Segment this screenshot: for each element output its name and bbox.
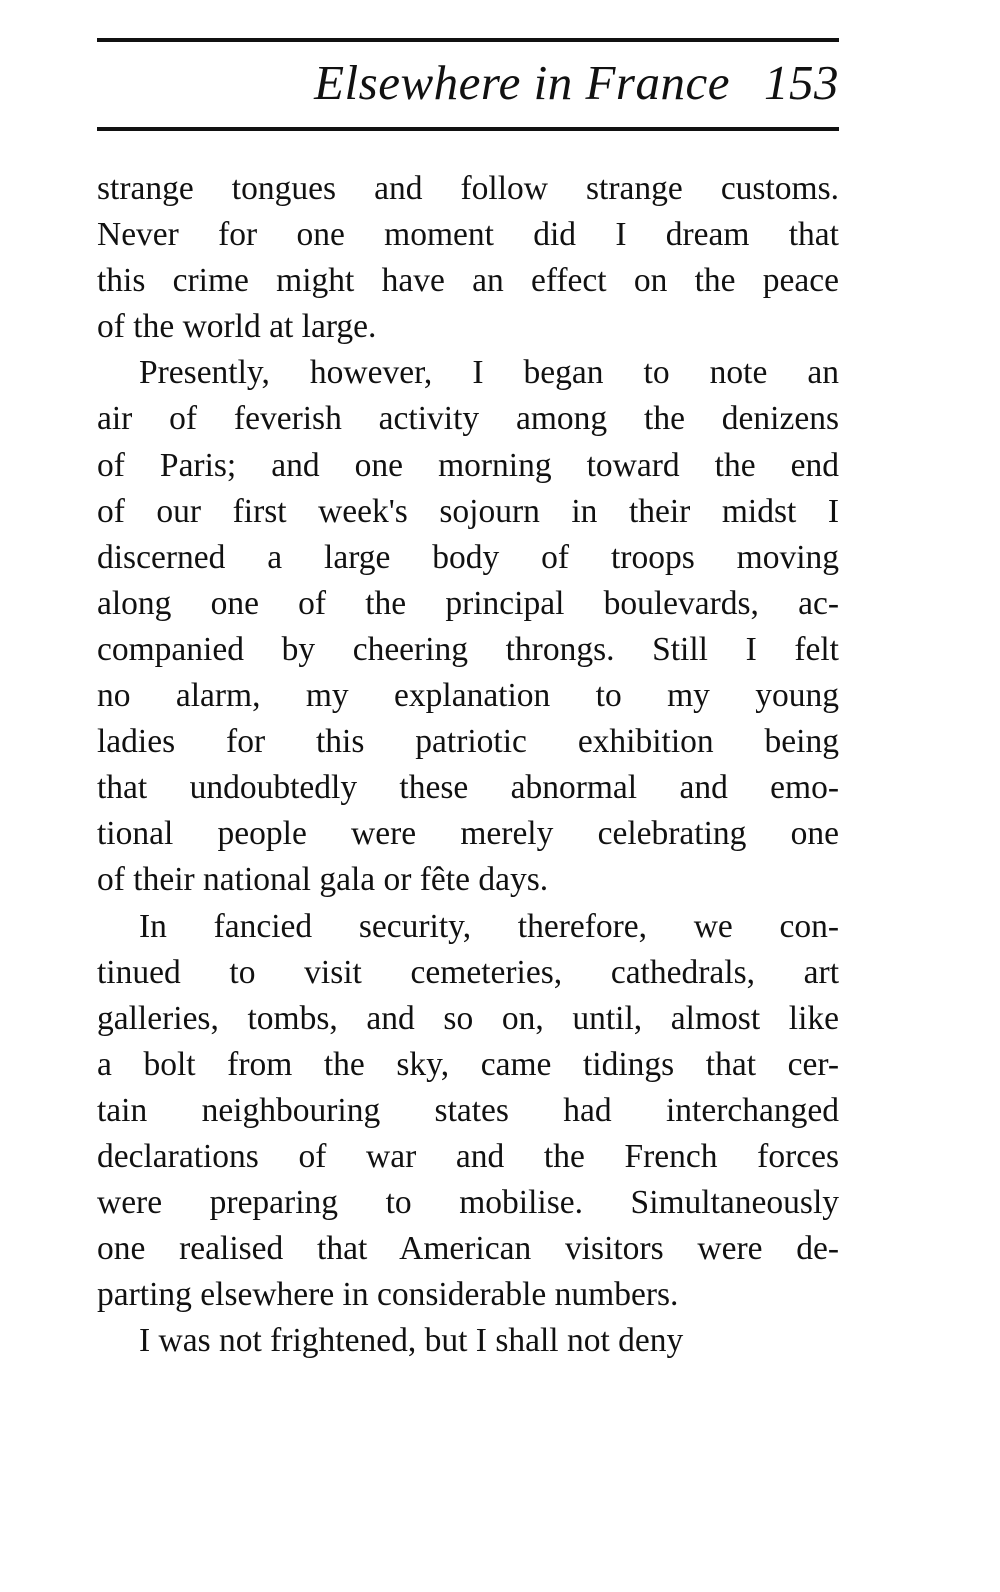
text-line: tain neighbouring states had interchanged — [97, 1091, 839, 1129]
body-text — [97, 166, 839, 1364]
text-line: that undoubtedly these abnormal and emo- — [97, 769, 839, 807]
text-line: Never for one moment did I dream that — [97, 216, 839, 254]
paragraph — [97, 1318, 839, 1364]
text-line: of their national gala or fête days. — [97, 861, 549, 899]
text-line: discerned a large body of troops moving — [97, 538, 839, 576]
paragraph — [97, 166, 839, 350]
text-line: parting elsewhere in considerable numbers. — [97, 1276, 679, 1314]
text-line: ladies for this patriotic exhibition being — [97, 723, 839, 761]
header-top-rule — [97, 38, 839, 42]
paragraph — [97, 904, 839, 1319]
running-head — [97, 54, 839, 114]
text-line: I was not frightened, but I shall not deny — [139, 1322, 684, 1360]
text-line: galleries, tombs, and so on, until, almost like — [97, 999, 839, 1037]
text-line: were preparing to mobilise. Simultaneously — [97, 1184, 839, 1222]
text-line: declarations of war and the French forces — [97, 1137, 839, 1175]
text-line: this crime might have an effect on the peace — [97, 262, 839, 300]
text-line: In fancied security, therefore, we con- — [139, 907, 839, 945]
text-line: of our first week's sojourn in their midst I — [97, 492, 839, 530]
text-line: one realised that American visitors were de- — [97, 1230, 839, 1268]
text-line: of Paris; and one morning toward the end — [97, 446, 839, 484]
running-head-title: Elsewhere in France — [314, 55, 730, 110]
text-line: strange tongues and follow strange customs. — [97, 170, 839, 207]
text-line: companied by cheering throngs. Still I felt — [97, 630, 839, 668]
text-line: tinued to visit cemeteries, cathedrals, art — [97, 953, 839, 991]
text-line: of the world at large. — [97, 308, 377, 346]
text-line: air of feverish activity among the denizens — [97, 400, 839, 438]
header-bottom-rule — [97, 127, 839, 131]
text-line: a bolt from the sky, came tidings that cer- — [97, 1045, 839, 1083]
text-line: tional people were merely celebrating one — [97, 815, 839, 853]
page-number: 153 — [764, 55, 839, 110]
text-line: Presently, however, I began to note an — [139, 354, 839, 392]
paragraph — [97, 350, 839, 903]
text-line: no alarm, my explanation to my young — [97, 677, 839, 715]
text-line: along one of the principal boulevards, ac- — [97, 584, 839, 622]
